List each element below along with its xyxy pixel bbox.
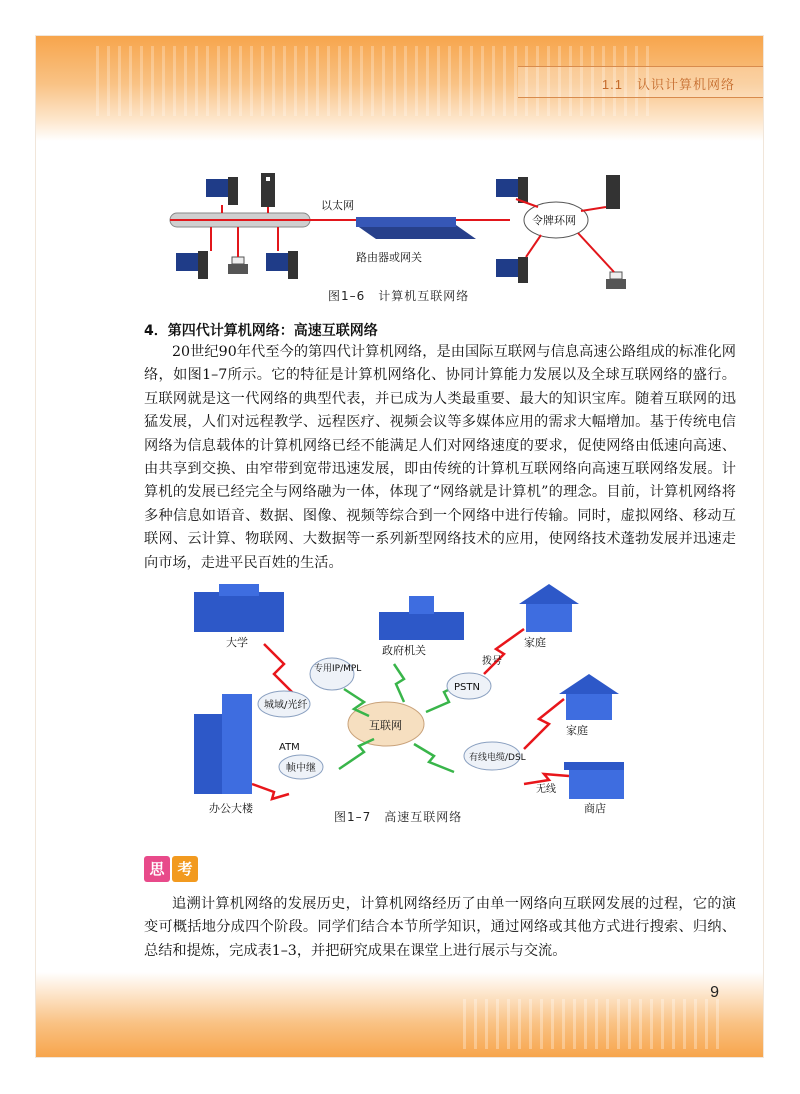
office-tower-icon bbox=[194, 694, 252, 794]
office-label: 办公大楼 bbox=[209, 802, 253, 814]
university-building-icon bbox=[194, 584, 284, 632]
server-icon bbox=[261, 173, 275, 213]
textbook-page bbox=[36, 36, 763, 1057]
section-title: 1.1 认识计算机网络 bbox=[601, 77, 735, 92]
shop-label: 商店 bbox=[584, 802, 606, 814]
internet-label: 互联网 bbox=[369, 719, 402, 732]
think-paragraph: 追溯计算机网络的发展历史，计算机网络经历了由单一网络向互联网发展的过程，它的演变可概括地分成四个阶段。同学们结合本节所学知识，通过网络或其他方式进行搜索、归纳、总结和提炼，完成表1–3，并把研究成果在课堂上进行展示与交流。 bbox=[144, 896, 736, 959]
think-badge bbox=[144, 856, 200, 882]
printer-icon bbox=[228, 227, 248, 274]
government-label: 政府机关 bbox=[382, 644, 426, 657]
university-label: 大学 bbox=[226, 636, 248, 649]
ip-mpl-label: 专用IP/MPL bbox=[314, 664, 362, 674]
dialup-label: 拨号 bbox=[482, 656, 502, 667]
figure-1-7 bbox=[164, 584, 624, 814]
home-label-1: 家庭 bbox=[524, 636, 546, 649]
printer-icon bbox=[578, 233, 626, 289]
computer-icon bbox=[266, 227, 298, 279]
token-ring-label: 令牌环网 bbox=[532, 214, 576, 227]
body-paragraph: 20世纪90年代至今的第四代计算机网络，是由国际互联网与信息高速公路组成的标准化网络，如图1–7所示。它的特征是计算机网络化、协同计算能力发展以及全球互联网络的盛行。互联网就是这一代网络的典型代表，并已成为人类最重要、最大的知识宝库。随着互联网的迅猛发展，人们对远程教学、远程医疗、视频会议等多媒体应用的需求大幅增加。基于传统电信网络为信息载体的计算机网络已经不能满足人们对网络速度的要求，促使网络由低速向高速、由共享到交换、由窄带到宽带迅速发展，即由传统的计算机互联网络向高速互联网络发展。计算机的发展已经完全与网络融为一体，体现了“网络就是计算机”的理念。目前，计算机网络将多种信息如语音、数据、图像、视频等综合到一个网络中进行传输。同时，虚拟网络、移动互联网、云计算、物联网、大数据等一系列新型网络技术的应用，使网络技术蓬勃发展并迅速走向市场，走进平民百姓的生活。 bbox=[144, 344, 736, 571]
computer-icon bbox=[176, 227, 211, 279]
wireless-label: 无线 bbox=[536, 784, 556, 795]
home-icon bbox=[559, 674, 619, 720]
footer-decoration bbox=[463, 999, 723, 1049]
page-number: 9 bbox=[710, 984, 719, 1001]
cable-dsl-label: 有线电缆/DSL bbox=[469, 753, 526, 763]
ethernet-label: 以太网 bbox=[321, 199, 354, 212]
footer-band bbox=[36, 972, 763, 1057]
figure-1-6-caption: 图1–6 计算机互联网络 bbox=[328, 289, 470, 303]
pstn-label: PSTN bbox=[454, 682, 480, 693]
section-heading: 4．第四代计算机网络：高速互联网络 bbox=[144, 323, 378, 339]
home-icon bbox=[519, 584, 579, 632]
header-band bbox=[36, 36, 763, 141]
metro-fiber-label: 城域/光纤 bbox=[264, 700, 308, 711]
think-badge-char: 考 bbox=[172, 856, 198, 882]
government-building-icon bbox=[379, 596, 464, 640]
shop-icon bbox=[564, 762, 624, 799]
computer-icon bbox=[496, 235, 541, 283]
computer-icon bbox=[206, 177, 238, 213]
frame-relay-label: 帧中继 bbox=[286, 763, 316, 774]
computer-icon bbox=[496, 177, 538, 207]
home-label-2: 家庭 bbox=[566, 724, 588, 737]
server-icon bbox=[581, 175, 620, 211]
router-label: 路由器或网关 bbox=[356, 251, 422, 264]
atm-label: ATM bbox=[279, 742, 300, 753]
figure-1-7-caption: 图1–7 高速互联网络 bbox=[334, 810, 463, 824]
think-badge-char: 思 bbox=[144, 856, 170, 882]
